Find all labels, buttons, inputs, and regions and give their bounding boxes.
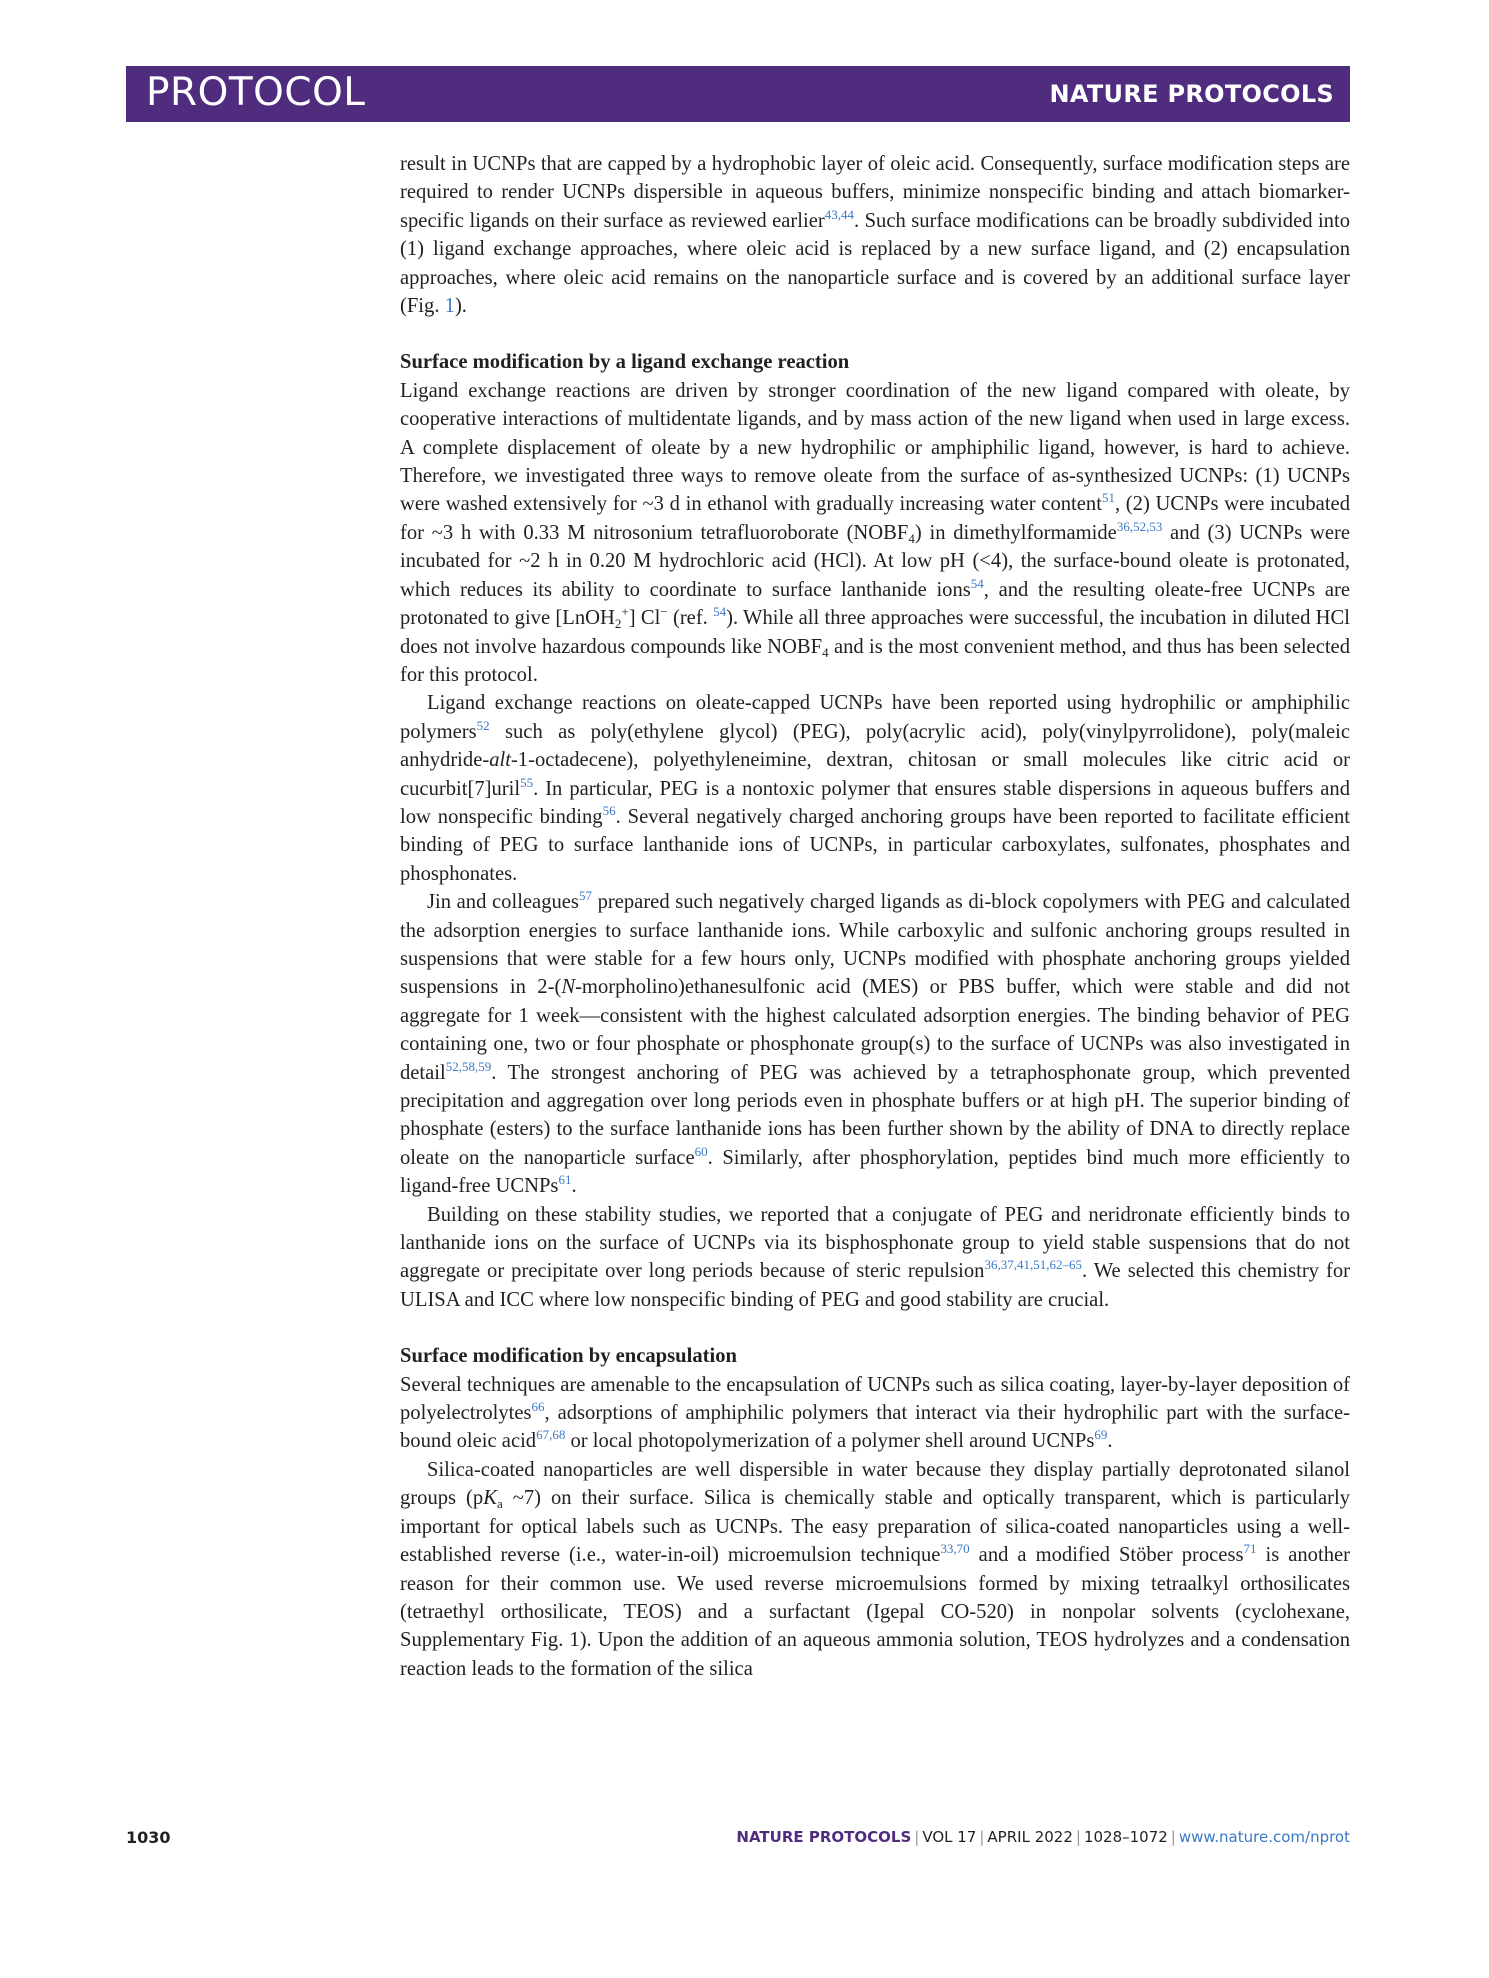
paragraph: result in UCNPs that are capped by a hydrophobic layer of oleic acid. Consequently, surface modification steps are required to render UCNPs dispersible in aqueous buffers, minimize nonspecific binding and attach biomarker-specific ligands on their surface as reviewed earlier$^{43,44}$. Such surface modifications can be broadly subdivided into (1) ligand exchange approaches, where oleic acid is replaced by a new surface ligand, and (2) encapsulation approaches, where oleic acid remains on the nanoparticle surface and is covered by an additional surface layer (Fig. 1). (400, 153, 1350, 318)
citation-link[interactable]: 54 (970, 575, 984, 591)
paragraph: Jin and colleagues$^{57}$ prepared such negatively charged ligands as di-block copolymers with PEG and calculated the adsorption energies to surface lanthanide ions. While carboxylic and sulfonic anchoring groups resulted in suspensions that were stable for a few hours only, UCNPs modified with phosphate anchoring groups yielded suspensions in 2-(N-morpholino)ethanesulfonic acid (MES) or PBS buffer, which were stable and did not aggregate for 1 week—consistent with the highest calculated adsorption energies. The binding behavior of PEG containing one, two or four phosphate or phosphonate group(s) to the surface of UCNPs was also investigated in detail$^{52,58,59}$. The strongest anchoring of PEG was achieved by a tetraphosphonate group, which prevented precipitation and aggregation over long periods even in phosphate buffers or at high pH. The superior binding of phosphate (esters) to the surface lanthanide ions has been further shown by the ability of DNA to directly replace oleate on the nanoparticle surface$^{60}$. Similarly, after phosphorylation, peptides bind much more efficiently to ligand-free UCNPs$^{61}$. (400, 888, 1351, 1198)
citation-link[interactable]: 61 (558, 1172, 572, 1188)
footer-pages: 1028–1072 (1083, 1828, 1168, 1846)
paragraph: Ligand exchange reactions on oleate-capped UCNPs have been reported using hydrophilic or amphiphilic polymers$^{52}$ such as poly(ethylene glycol) (PEG), poly(acrylic acid), poly(vinylpyrrolidone), poly(maleic anhydride-alt-1-octadecene), polyethyleneimine, dextran, chitosan or small molecules like citric acid or cucurbit[7]uril$^{55}$. In particular, PEG is a nontoxic polymer that ensures stable dispersions in aqueous buffers and low nonspecific binding$^{56}$. Several negatively charged anchoring groups have been reported to facilitate efficient binding of PEG to surface lanthanide ions of UCNPs, in particular carboxylates, sulfonates, phosphates and phosphonates. (400, 692, 1351, 885)
footer-date: APRIL 2022 (987, 1828, 1073, 1846)
paragraph: Ligand exchange reactions are driven by stronger coordination of the new ligand compared with oleate, by cooperative interactions of multidentate ligands, and by mass action of the new ligand when used in large excess. A complete displacement of oleate by a new hydrophilic or amphiphilic ligand, however, is hard to achieve. Therefore, we investigated three ways to remove oleate from the surface of as-synthesized UCNPs: (1) UCNPs were washed extensively for ~3 d in ethanol with gradually increasing water content$^{51}$, (2) UCNPs were incubated for ~3 h with 0.33 M nitrosonium tetrafluoroborate $(NOBF_4)$ in dimethylformamide$^{36,52,53}$ and (3) UCNPs were incubated for ~2 h in 0.20 M hydrochloric acid (HCl). At low pH (<4), the surface-bound oleate is protonated, which reduces its ability to coordinate to surface lanthanide ions$^{54}$, and the resulting oleate-free UCNPs are protonated to give [LnOH$_2$+] Cl− (ref. $^{54}$). While all three approaches were successful, the incubation in diluted HCl does not involve hazardous compounds like $NOBF_4$ and is the most convenient method, and thus has been selected for this protocol. (400, 379, 1350, 686)
citation-link[interactable]: 52 (476, 717, 490, 733)
citation-link[interactable]: 56 (602, 802, 616, 818)
citation-link[interactable]: 33,70 (940, 1541, 970, 1557)
citation-link[interactable]: 36,52,53 (1116, 518, 1163, 534)
citation-link[interactable]: 43,44 (824, 206, 854, 222)
page-number: 1030 (126, 1828, 171, 1847)
header-banner (126, 66, 1350, 122)
section-heading: Surface modification by a ligand exchange reaction (400, 351, 850, 374)
citation-link[interactable]: 57 (578, 888, 592, 904)
section-heading: Surface modification by encapsulation (400, 1345, 737, 1368)
citation-link[interactable]: 67,68 (536, 1427, 566, 1443)
footer-journal: NATURE PROTOCOLS (736, 1828, 912, 1846)
citation-link[interactable]: 71 (1243, 1541, 1257, 1557)
footer-volume: VOL 17 (922, 1828, 977, 1846)
article-body (400, 150, 1350, 1683)
journal-label: NATURE PROTOCOLS (1049, 80, 1334, 108)
citation-link[interactable]: 69 (1094, 1427, 1108, 1443)
citation-link[interactable]: 54 (713, 604, 727, 620)
citation-link[interactable]: 66 (531, 1399, 545, 1415)
citation-link[interactable]: 55 (520, 774, 534, 790)
figure-link[interactable]: 1 (444, 295, 455, 318)
paragraph: Building on these stability studies, we reported that a conjugate of PEG and neridronate efficiently binds to lanthanide ions on the surface of UCNPs via its bisphosphonate group to yield stable suspensions that do not aggregate or precipitate over long periods because of steric repulsion$^{36,37,41,51,62-65}$. We selected this chemistry for ULISA and ICC where low nonspecific binding of PEG and good stability are crucial. (400, 1203, 1350, 1311)
citation-link[interactable]: 36,37,41,51,62–65 (984, 1257, 1082, 1273)
footer-citation: NATURE PROTOCOLS | VOL 17 | APRIL 2022 | 1028–1072 | www.nature.com/nprot (736, 1828, 1350, 1846)
citation-link[interactable]: 51 (1101, 490, 1115, 506)
citation-link[interactable]: 52,58,59 (445, 1058, 492, 1074)
section-label: PROTOCOL (146, 70, 366, 115)
footer-url-link[interactable]: www.nature.com/nprot (1178, 1828, 1350, 1846)
paragraph: Silica-coated nanoparticles are well dispersible in water because they display partially deprotonated silanol groups ($pK_a$ ~7) on their surface. Silica is chemically stable and optically transparent, which is particularly important for optical labels such as UCNPs. The easy preparation of silica-coated nanoparticles using a well-established reverse (i.e., water-in-oil) microemulsion technique$^{33,70}$ and a modified Stöber process$^{71}$ is another reason for their common use. We used reverse microemulsions formed by mixing tetraalkyl orthosilicates (tetraethyl orthosilicate, TEOS) and a surfactant (Igepal CO-520) in nonpolar solvents (cyclohexane, Supplementary Fig. 1). Upon the addition of an aqueous ammonia solution, TEOS hydrolyzes and a condensation reaction leads to the formation of the silica (400, 1458, 1351, 1680)
paragraph: Several techniques are amenable to the encapsulation of UCNPs such as silica coating, layer-by-layer deposition of polyelectrolytes$^{66}$, adsorptions of amphiphilic polymers that interact via their hydrophilic part with the surface-bound oleic acid$^{67,68}$ or local photopolymerization of a polymer shell around UCNPs$^{69}$. (400, 1373, 1350, 1453)
citation-link[interactable]: 60 (694, 1143, 708, 1159)
